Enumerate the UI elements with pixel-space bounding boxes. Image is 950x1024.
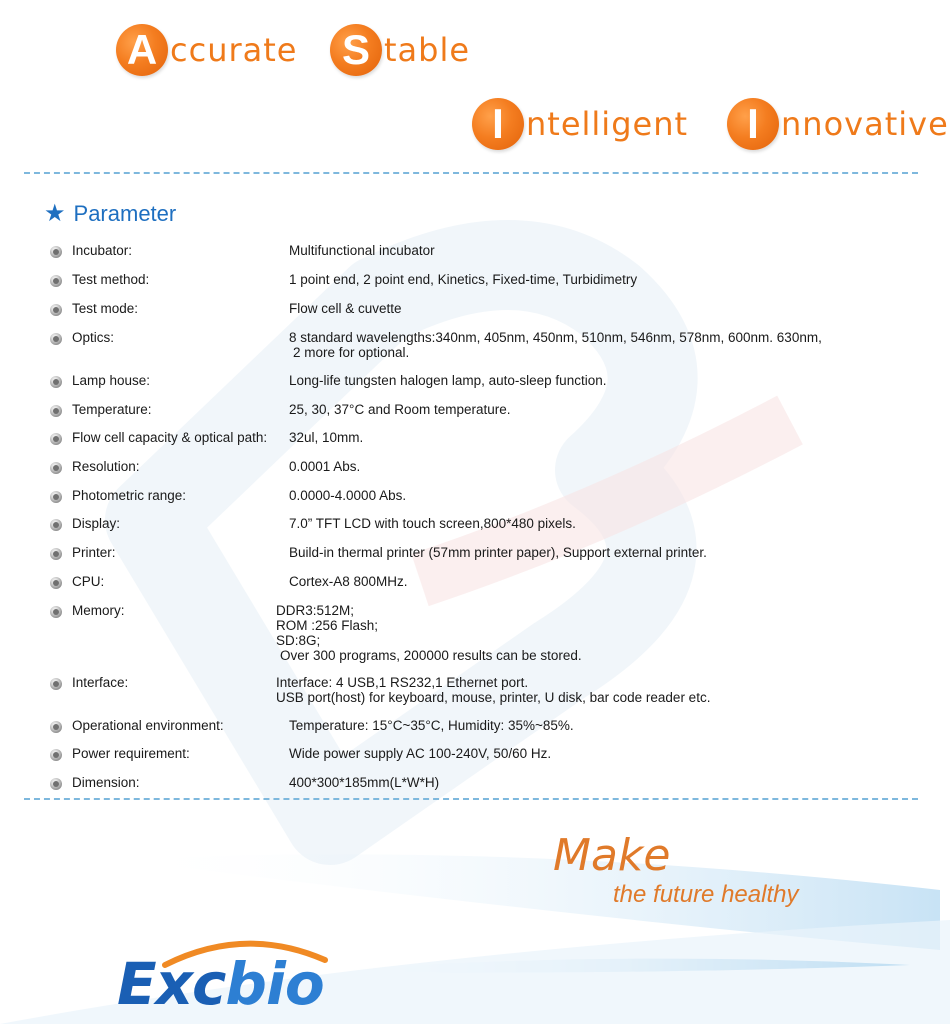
bullet-icon bbox=[50, 405, 62, 417]
param-value bbox=[289, 272, 637, 287]
slogan-accurate bbox=[116, 24, 297, 76]
param-value-line: Wide power supply AC 100-240V, 50/60 Hz. bbox=[289, 746, 552, 761]
param-value-line: Multifunctional incubator bbox=[289, 243, 435, 258]
param-label: Incubator: bbox=[72, 243, 133, 258]
param-value-line: 25, 30, 37°C and Room temperature. bbox=[289, 402, 511, 417]
param-value bbox=[289, 243, 435, 258]
param-value bbox=[289, 488, 406, 503]
param-label: Optics: bbox=[72, 330, 115, 345]
param-label: Temperature: bbox=[72, 402, 152, 417]
param-value bbox=[289, 545, 707, 560]
slogan-rest-accurate: ccurate bbox=[170, 31, 298, 69]
footer-tagline: the future healthy bbox=[613, 881, 799, 908]
logo-text-main: Exc bbox=[117, 950, 226, 1018]
bullet-icon bbox=[50, 462, 62, 474]
param-value-line: 0.0001 Abs. bbox=[289, 459, 361, 474]
param-value-line: 400*300*185mm(L*W*H) bbox=[289, 775, 440, 790]
param-value bbox=[289, 775, 439, 790]
bullet-icon bbox=[50, 433, 62, 445]
param-value bbox=[289, 574, 408, 589]
bullet-icon bbox=[50, 376, 62, 388]
section-title bbox=[44, 199, 176, 228]
param-label: Photometric range: bbox=[72, 488, 187, 503]
param-value bbox=[289, 430, 363, 445]
slogan-rest-innovative: nnovative bbox=[781, 105, 949, 143]
param-value-line: Long-life tungsten halogen lamp, auto-sleep function. bbox=[289, 373, 607, 388]
param-value bbox=[276, 603, 582, 663]
param-label: Dimension: bbox=[72, 775, 140, 790]
bullet-icon bbox=[50, 491, 62, 503]
param-value bbox=[289, 373, 606, 388]
param-value bbox=[289, 746, 551, 761]
param-label: Interface: bbox=[72, 675, 129, 690]
param-value-line: SD:8G; bbox=[276, 633, 321, 648]
footer-make-text: Make bbox=[553, 830, 671, 881]
param-label: Test mode: bbox=[72, 301, 139, 316]
param-value bbox=[289, 516, 576, 531]
param-label: CPU: bbox=[72, 574, 105, 589]
param-value bbox=[289, 402, 511, 417]
slogan-rest-stable: table bbox=[384, 31, 471, 69]
bullet-icon bbox=[50, 721, 62, 733]
param-value-line: 8 standard wavelengths:340nm, 405nm, 450nm, 510nm, 546nm, 578nm, 600nm. 630nm, bbox=[289, 330, 822, 345]
param-value bbox=[289, 459, 360, 474]
star-icon: ★ bbox=[44, 200, 66, 227]
excbio-logo bbox=[117, 950, 324, 1018]
param-value-line: USB port(host) for keyboard, mouse, printer, U disk, bar code reader etc. bbox=[276, 690, 711, 705]
param-value bbox=[276, 675, 710, 705]
param-value-line: 0.0000-4.0000 Abs. bbox=[289, 488, 407, 503]
bullet-icon bbox=[50, 749, 62, 761]
bullet-icon bbox=[50, 577, 62, 589]
param-value bbox=[289, 301, 402, 316]
param-label: Flow cell capacity & optical path: bbox=[72, 430, 268, 445]
logo-text-accent: bio bbox=[225, 950, 324, 1018]
param-label: Printer: bbox=[72, 545, 116, 560]
section-title-text: Parameter bbox=[73, 200, 177, 226]
param-label: Memory: bbox=[72, 603, 125, 618]
param-label: Test method: bbox=[72, 272, 150, 287]
param-label: Resolution: bbox=[72, 459, 140, 474]
bullet-icon bbox=[50, 275, 62, 287]
slogan-stable bbox=[330, 24, 470, 76]
slogan-initial-i: I bbox=[472, 98, 524, 150]
param-label: Operational environment: bbox=[72, 718, 224, 733]
slogan-innovative bbox=[727, 98, 949, 150]
param-value-line: 2 more for optional. bbox=[293, 345, 410, 360]
bullet-icon bbox=[50, 606, 62, 618]
param-value-line: Cortex-A8 800MHz. bbox=[289, 574, 408, 589]
param-label: Power requirement: bbox=[72, 746, 190, 761]
bullet-icon bbox=[50, 678, 62, 690]
param-value-line: 1 point end, 2 point end, Kinetics, Fixed-time, Turbidimetry bbox=[289, 272, 638, 287]
param-value-line: Interface: 4 USB,1 RS232,1 Ethernet port. bbox=[276, 675, 529, 690]
param-value bbox=[289, 718, 574, 733]
param-label: Lamp house: bbox=[72, 373, 151, 388]
param-value-line: Temperature: 15°C~35°C, Humidity: 35%~85%. bbox=[289, 718, 574, 733]
slogan-intelligent bbox=[472, 98, 688, 150]
slogan-initial-i2: I bbox=[727, 98, 779, 150]
param-value-line: Flow cell & cuvette bbox=[289, 301, 402, 316]
slogan-initial-a: A bbox=[116, 24, 168, 76]
bullet-icon bbox=[50, 304, 62, 316]
param-value-line: 7.0” TFT LCD with touch screen,800*480 pixels. bbox=[289, 516, 576, 531]
param-value-line: 32ul, 10mm. bbox=[289, 430, 364, 445]
param-label: Display: bbox=[72, 516, 121, 531]
param-value-line: DDR3:512M; bbox=[276, 603, 355, 618]
divider-top bbox=[24, 172, 918, 174]
bullet-icon bbox=[50, 548, 62, 560]
bullet-icon bbox=[50, 778, 62, 790]
param-value-line: Build-in thermal printer (57mm printer paper), Support external printer. bbox=[289, 545, 707, 560]
bullet-icon bbox=[50, 519, 62, 531]
param-value-line: ROM :256 Flash; bbox=[276, 618, 379, 633]
slogan-rest-intelligent: ntelligent bbox=[526, 105, 689, 143]
param-value-line: Over 300 programs, 200000 results can be stored. bbox=[280, 648, 582, 663]
bullet-icon bbox=[50, 333, 62, 345]
param-value bbox=[289, 330, 822, 360]
bullet-icon bbox=[50, 246, 62, 258]
slogan-initial-s: S bbox=[330, 24, 382, 76]
